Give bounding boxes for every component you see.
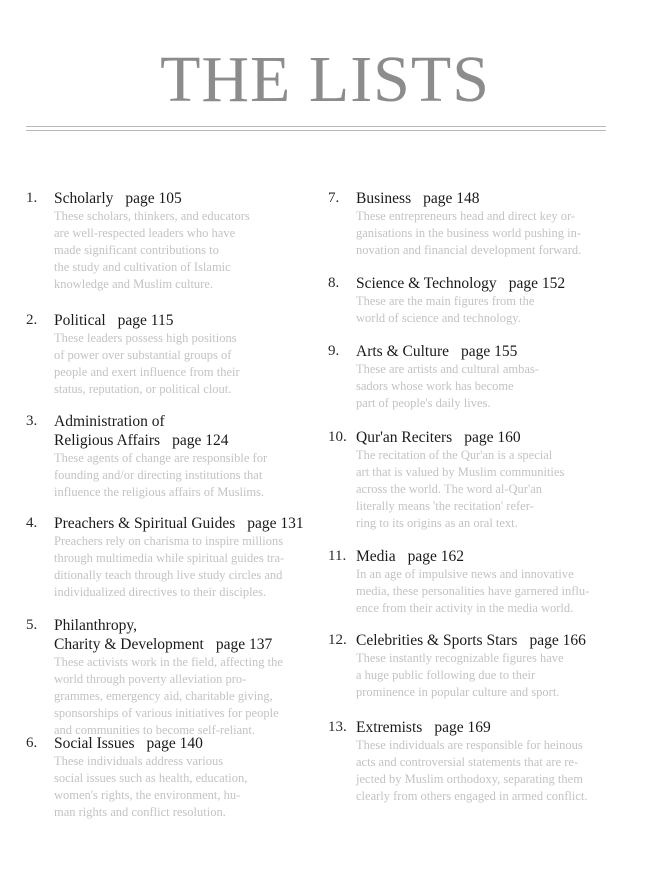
list-heading: Arts & Culture [356, 343, 449, 360]
list-heading: Celebrities & Sports Stars [356, 632, 518, 649]
page-reference: page 105 [125, 190, 182, 207]
left-column [26, 189, 316, 821]
page-reference: page 160 [464, 429, 521, 446]
list-number: 1. [26, 190, 38, 206]
page-reference: page 140 [146, 735, 203, 752]
title-rule-bottom [26, 130, 606, 131]
list-number: 11. [328, 548, 347, 564]
list-entry-social-issues [26, 734, 316, 821]
list-heading: Qur'an Reciters [356, 429, 453, 446]
page-reference: page 166 [529, 632, 586, 649]
list-entry-preachers [26, 514, 316, 616]
list-entry-arts-culture [328, 342, 618, 428]
list-entry-philanthropy [26, 616, 316, 737]
list-heading: Social Issues [54, 735, 135, 752]
list-heading: Scholarly [54, 190, 114, 207]
list-heading-line1: Philanthropy, [54, 617, 137, 634]
list-description: These individuals address various social issues such as health, education, women's rights, the environment, hu- man rights and conflict resolution. [54, 754, 248, 819]
list-heading: Preachers & Spiritual Guides [54, 515, 236, 532]
list-description: The recitation of the Qur'an is a special art that is valued by Muslim communities across the world. The word al-Qur'an literally means 'the recitation' refer- ring to its origins as an oral text. [356, 448, 565, 530]
list-heading: Charity & Development [54, 636, 204, 653]
list-heading: Science & Technology [356, 275, 497, 292]
title-rule-top [26, 126, 606, 127]
list-number: 4. [26, 515, 38, 531]
list-number: 10. [328, 429, 347, 445]
list-number: 8. [328, 275, 340, 291]
list-description: These entrepreneurs head and direct key or- ganisations in the business world pushing in- novation and financial development forward. [356, 209, 582, 257]
right-column [328, 189, 618, 805]
list-number: 7. [328, 190, 340, 206]
list-description: These scholars, thinkers, and educators are well-respected leaders who have made significant contributions to the study and cultivation of Islamic knowledge and Muslim culture. [54, 209, 250, 291]
list-description: In an age of impulsive news and innovative media, these personalities have garnered influ- ence from their activity in the media world. [356, 567, 590, 615]
list-number: 13. [328, 719, 347, 735]
list-heading: Religious Affairs [54, 432, 161, 449]
list-description: These are artists and cultural ambas- sadors whose work has become part of people's daily lives. [356, 362, 539, 410]
list-heading: Extremists [356, 719, 423, 736]
list-number: 12. [328, 632, 347, 648]
list-number: 2. [26, 312, 38, 328]
list-heading: Political [54, 312, 106, 329]
list-description: These instantly recognizable figures have a huge public following due to their prominence in popular culture and sport. [356, 651, 564, 699]
page-reference: page 124 [172, 432, 229, 449]
list-entry-celebrities-sports [328, 631, 618, 718]
page-title: THE LISTS [160, 43, 490, 116]
list-number: 6. [26, 735, 38, 751]
list-heading: Business [356, 190, 412, 207]
page-reference: page 169 [434, 719, 491, 736]
list-description: These activists work in the field, affecting the world through poverty alleviation pro- grammes, emergency aid, charitable giving, sponsorships of various initiatives for people and communities to become self-reliant. [54, 655, 283, 737]
list-number: 5. [26, 617, 38, 633]
page-reference: page 137 [215, 636, 273, 653]
list-description: Preachers rely on charisma to inspire millions through multimedia while spiritual guides tra- ditionally teach through live study circles and individualized directives to their disciples. [54, 534, 285, 599]
list-entry-scholarly [26, 189, 316, 311]
list-number: 3. [26, 413, 38, 429]
list-heading-line1: Administration of [54, 413, 165, 430]
list-entry-business [328, 189, 618, 274]
list-entry-religious-affairs [26, 412, 316, 514]
page-reference: page 162 [407, 548, 464, 565]
page-reference: page 155 [461, 343, 518, 360]
list-description: These individuals are responsible for heinous acts and controversial statements that are re- jected by Muslim orthodoxy, separating them clearly from others engaged in armed conflict. [356, 738, 588, 803]
list-heading: Media [356, 548, 396, 565]
list-entry-extremists [328, 718, 618, 805]
list-entry-political [26, 311, 316, 412]
page-reference: page 115 [117, 312, 174, 329]
page-reference: page 148 [423, 190, 480, 207]
list-entry-media [328, 547, 618, 631]
list-description: These are the main figures from the world of science and technology. [356, 294, 535, 325]
list-entry-quran-reciters [328, 428, 618, 547]
list-description: These agents of change are responsible for founding and/or directing institutions that influence the religious affairs of Muslims. [54, 451, 268, 499]
list-description: These leaders possess high positions of power over substantial groups of people and exert influence from their status, reputation, or political clout. [54, 331, 240, 396]
list-entry-science-technology [328, 274, 618, 342]
page-reference: page 131 [247, 515, 304, 532]
list-number: 9. [328, 343, 340, 359]
page-reference: page 152 [508, 275, 566, 292]
